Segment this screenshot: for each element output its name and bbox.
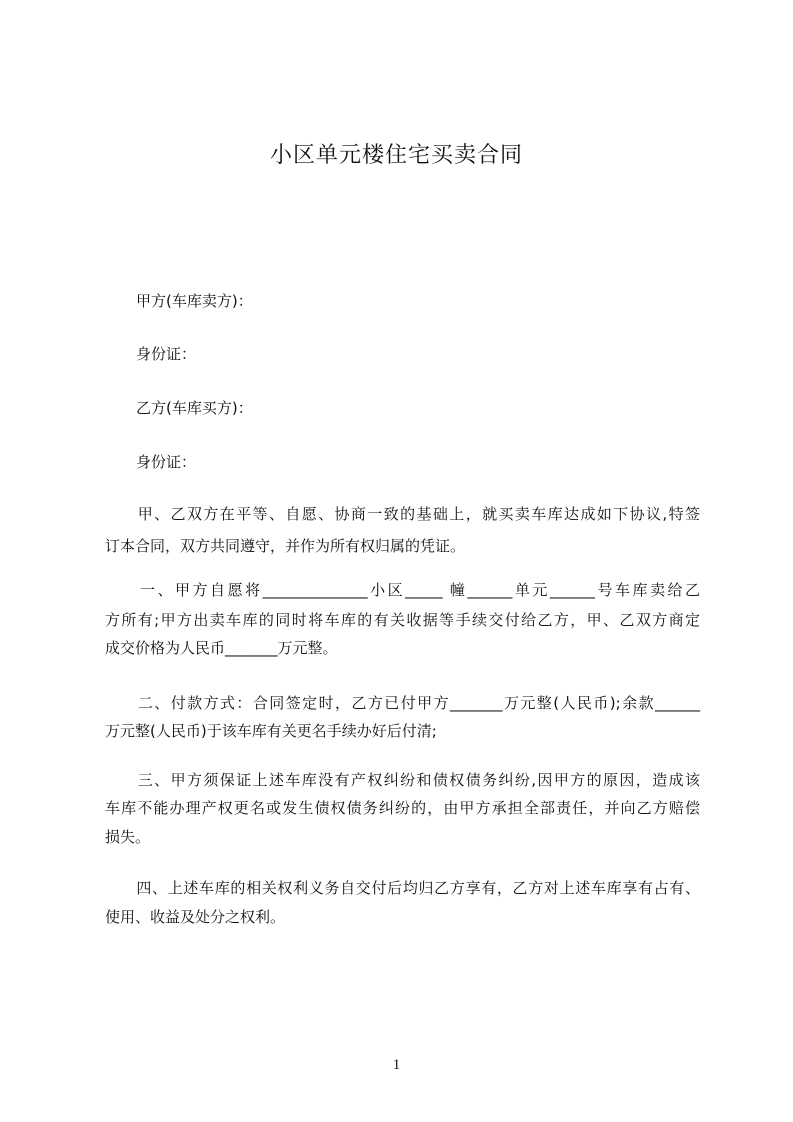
clause-line: 损失。 (105, 828, 151, 846)
preamble-line: 甲、乙双方在平等、自愿、协商一致的基础上，就买卖车库达成如下协议,特签 (105, 505, 700, 523)
clause-line: 方所有;甲方出卖车库的同时将车库的有关收据等手续交付给乙方，甲、乙双方商定 (105, 611, 700, 629)
clause-line: 一、甲方自愿将______________小区_____ 幢______单元______号车库卖给乙 (105, 581, 700, 599)
clause-line: 车库不能办理产权更名或发生债权债务纠纷的，由甲方承担全部责任，并向乙方赔偿 (105, 799, 700, 817)
clause-line: 万元整(人民币)于该车库有关更名手续办好后付清; (105, 722, 437, 740)
clause-line: 三、甲方须保证上述车库没有产权纠纷和债权债务纠纷,因甲方的原因，造成该 (105, 771, 700, 789)
page-number: 1 (392, 1057, 401, 1073)
document-title: 小区单元楼住宅买卖合同 (269, 143, 523, 168)
preamble-line: 订本合同，双方共同遵守，并作为所有权归属的凭证。 (105, 537, 466, 555)
clause-line: 二、付款方式：合同签定时，乙方已付甲方_______万元整(人民币);余款______ (105, 694, 700, 712)
seller-label: 甲方(车库卖方)： (136, 292, 253, 310)
clause-line: 成交价格为人民币_______万元整。 (105, 639, 338, 657)
seller-id-label: 身份证： (136, 345, 197, 363)
buyer-label: 乙方(车库买方)： (136, 399, 253, 417)
clause-line: 使用、收益及处分之权利。 (105, 908, 286, 926)
buyer-id-label: 身份证： (136, 453, 197, 471)
clause-line: 四、上述车库的相关权利义务自交付后均归乙方享有，乙方对上述车库享有占有、 (105, 879, 700, 897)
